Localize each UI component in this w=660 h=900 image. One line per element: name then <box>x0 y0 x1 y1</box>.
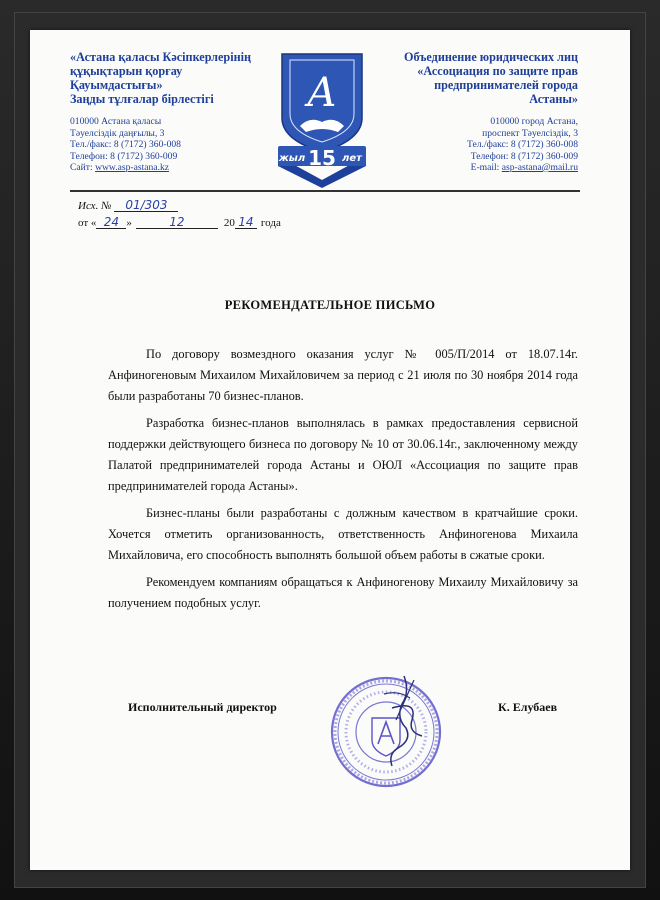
signatory-name: К. Елубаев <box>498 700 558 714</box>
paragraph: Разработка бизнес-планов выполнялась в рамках предоставления сервисной поддержки действующего бизнеса по договору № 10 от 30.06.14г., заключенному между Палатой предпринимателей города Астаны и ОЮЛ «Ассоциация по защите прав предпринимателей города Астаны». <box>108 416 578 493</box>
header-right <box>378 50 578 174</box>
letter-title: РЕКОМЕНДАТЕЛЬНОЕ ПИСЬМО <box>224 298 436 312</box>
website-link[interactable]: www.asp-astana.kz <box>95 162 170 173</box>
svg-text:лет: лет <box>342 153 362 164</box>
outgoing-reference: Исх. № 01/303 от « 24 » 12 20 14 года <box>78 198 281 229</box>
email-link[interactable]: asp-astana@mail.ru <box>501 162 578 173</box>
reference-number: 01/303 <box>114 198 178 212</box>
paragraph: Рекомендуем компаниям обращаться к Анфиногенову Михаилу Михайловичу за получением подобных услуг. <box>108 575 578 610</box>
reference-year: 14 <box>235 215 257 229</box>
right-org-name: Объединение юридических лиц «Ассоциация по защите прав предпринимателей города Астаны» <box>404 50 578 106</box>
association-logo-icon <box>276 48 368 188</box>
left-org-name: «Астана қаласы Кәсіпкерлерінің құқықтарын қорғау Қауымдастығы» Заңды тұлғалар бірлестігі <box>70 50 252 106</box>
signatory-title: Исполнительный директор <box>128 700 277 714</box>
letter-body <box>108 344 578 620</box>
reference-day: 24 <box>96 215 126 229</box>
paragraph: По договору возмездного оказания услуг № 005/П/2014 от 18.07.14г. Анфиногеновым Михаилом Михайловичем за период с 21 июля по 30 ноября 2014 года были разработаны 70 бизнес-планов. <box>108 347 578 403</box>
header-divider <box>70 190 580 192</box>
paragraph: Бизнес-планы были разработаны с должным качеством в кратчайшие сроки. Хочется отметить организованность, ответственность Анфиногенова Михаила Михайловича, его способность выполнять большой объем работы в сжатые сроки. <box>108 506 578 562</box>
svg-text:15: 15 <box>308 146 336 170</box>
svg-text:A: A <box>307 70 337 116</box>
official-stamp-icon <box>326 670 446 790</box>
svg-text:жыл: жыл <box>278 153 306 164</box>
header-left <box>70 50 290 174</box>
reference-month: 12 <box>136 215 218 229</box>
letter-page <box>30 30 630 870</box>
left-address: 010000 Астана қаласы Тәуелсіздік даңғылы, 3 Тел./факс: 8 (7172) 360-008 Телефон: 8 (7172) 360-009 Сайт: www.asp-astana.kz <box>70 116 181 173</box>
right-address: 010000 город Астана, проспект Тәуелсіздік, 3 Тел./факс: 8 (7172) 360-008 Телефон: 8 (7172) 360-009 E-mail: asp-astana@mail.ru <box>467 116 578 173</box>
